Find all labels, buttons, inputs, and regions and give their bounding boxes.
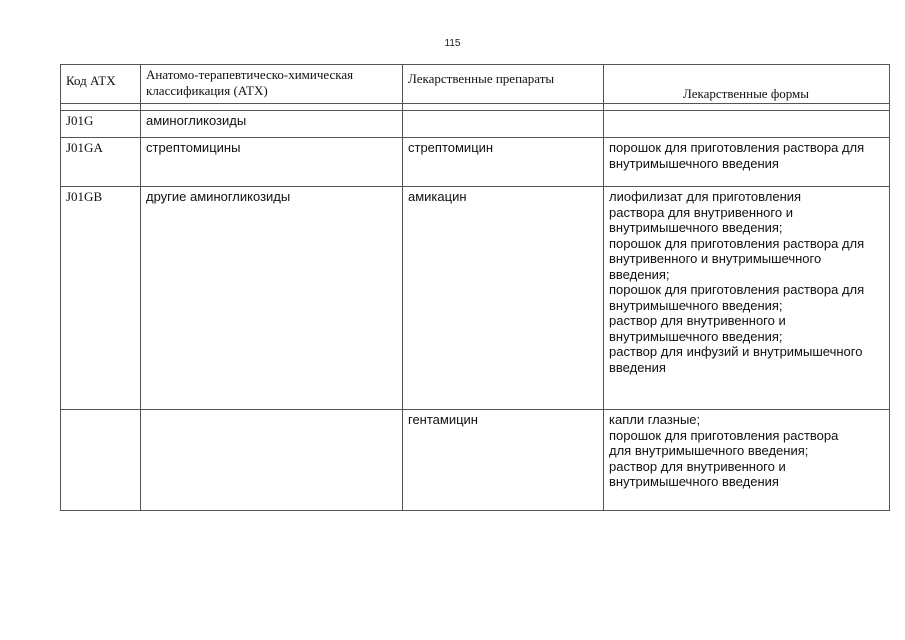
table-row <box>61 410 890 511</box>
atx-classification <box>141 410 403 511</box>
page-number: 115 <box>444 38 461 49</box>
header-classification: Анатомо-терапевтическо-химическая классификация (АТХ) <box>141 65 403 104</box>
dosage-form-line: внутримышечного введения; <box>609 220 783 235</box>
dosage-form-line: раствора для внутривенного и <box>609 204 793 220</box>
dosage-form-line: раствор для инфузий и внутримышечного <box>609 344 863 359</box>
drug-name: гентамицин <box>403 410 604 511</box>
dosage-form-line: внутримышечного введения <box>609 474 779 489</box>
atx-classification: другие аминогликозиды <box>141 187 403 410</box>
dosage-form-line: внутримышечного введения; <box>609 328 783 344</box>
spacer-cell <box>403 104 604 111</box>
dosage-form-line: введения <box>609 359 666 375</box>
dosage-form-line: внутримышечного введения <box>609 155 779 171</box>
dosage-forms <box>604 138 890 187</box>
spacer-cell <box>141 104 403 111</box>
atx-code: J01G <box>61 111 141 138</box>
dosage-forms <box>604 187 890 410</box>
table-row <box>61 111 890 138</box>
table-header-row <box>61 65 890 104</box>
drug-name: стрептомицин <box>403 138 604 187</box>
dosage-form-line: раствор для внутривенного и <box>609 313 786 328</box>
spacer-cell <box>61 104 141 111</box>
drug-name: амикацин <box>403 187 604 410</box>
dosage-form-line: введения; <box>609 266 670 282</box>
header-code: Код АТХ <box>61 65 141 104</box>
dosage-form-line: внутримышечного введения; <box>609 297 783 313</box>
atx-code: J01GB <box>61 187 141 410</box>
atx-classification: стрептомицины <box>141 138 403 187</box>
dosage-form-line: порошок для приготовления раствора <box>609 427 839 443</box>
dosage-form-line: порошок для приготовления раствора для <box>609 235 865 251</box>
atx-code: J01GA <box>61 138 141 187</box>
dosage-form-line: порошок для приготовления раствора для <box>609 282 865 297</box>
atx-table <box>60 64 890 511</box>
dosage-form-line: раствор для внутривенного и <box>609 458 786 474</box>
atx-classification: аминогликозиды <box>141 111 403 138</box>
dosage-forms <box>604 410 890 511</box>
dosage-form-line: лиофилизат для приготовления <box>609 189 802 204</box>
header-spacer-row <box>61 104 890 111</box>
dosage-forms <box>604 111 890 138</box>
table-row <box>61 187 890 410</box>
dosage-form-line: для внутримышечного введения; <box>609 443 809 458</box>
header-drugs: Лекарственные препараты <box>403 65 604 104</box>
spacer-cell <box>604 104 890 111</box>
table-row <box>61 138 890 187</box>
dosage-form-line: капли глазные; <box>609 412 701 427</box>
header-forms: Лекарственные формы <box>604 65 890 104</box>
drug-name <box>403 111 604 138</box>
dosage-form-line: порошок для приготовления раствора для <box>609 140 865 155</box>
dosage-form-line: внутривенного и внутримышечного <box>609 251 822 266</box>
atx-code <box>61 410 141 511</box>
